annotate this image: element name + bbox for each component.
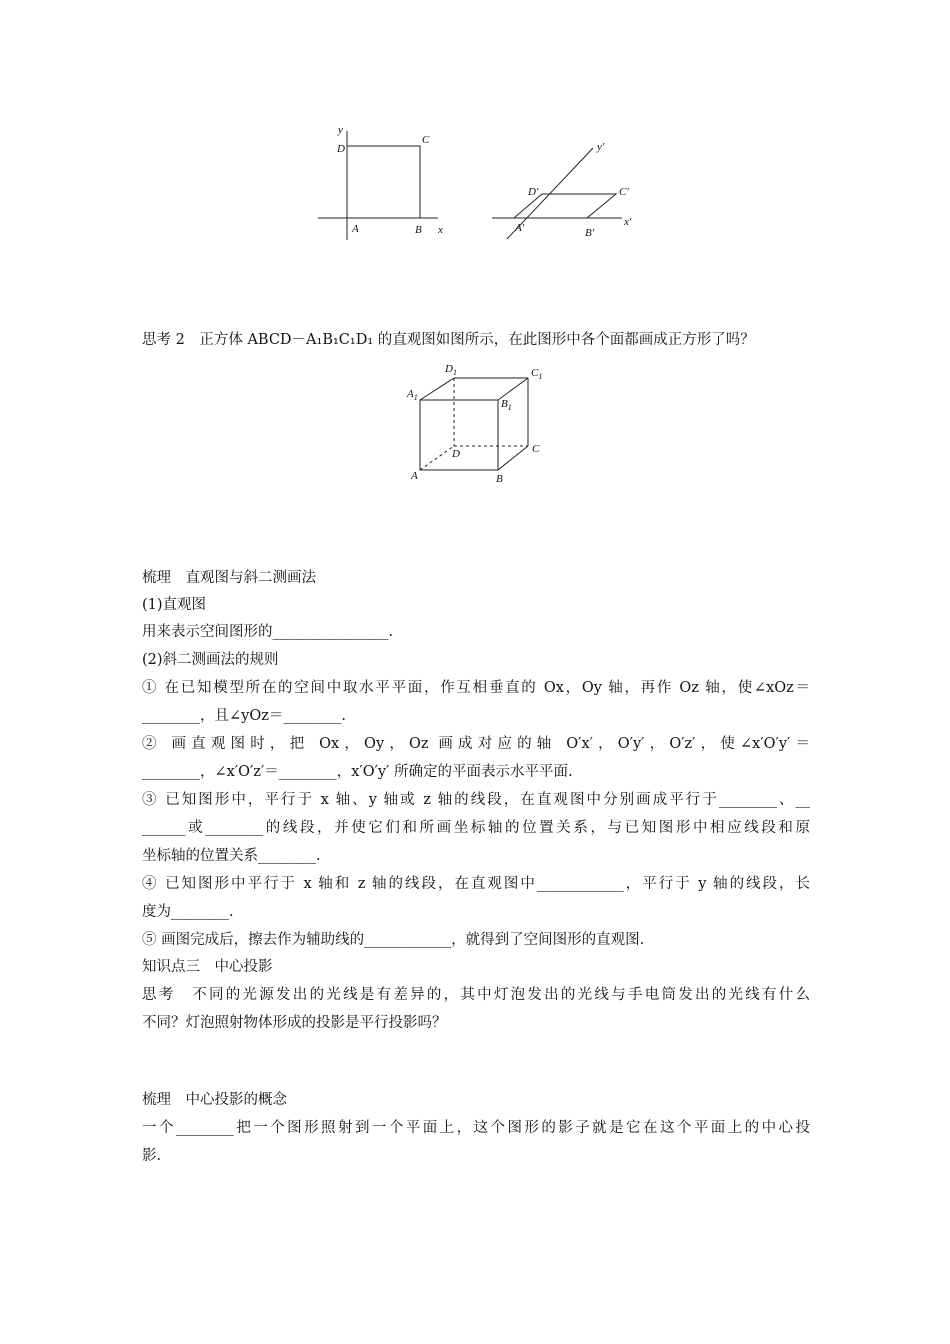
section1-heading: 梳理 直观图与斜二测画法: [142, 570, 316, 586]
cube-edge-a1d1: [420, 378, 454, 400]
rule3-line3: 坐标轴的位置关系________.: [142, 848, 321, 864]
cube-label-d: D: [452, 448, 460, 460]
cube-label-d1: $D_1$: [445, 363, 457, 377]
cube-label-a: A: [411, 470, 418, 482]
section2-text-line1: 一个________把一个图形照射到一个平面上，这个图形的影子就是它在这个平面上的中心投: [142, 1120, 810, 1136]
left-square: [347, 146, 420, 218]
left-label-x: x: [438, 224, 443, 236]
left-label-a: A: [352, 223, 359, 235]
kp3-think-line2: 不同？灯泡照射物体形成的投影是平行投影吗？: [142, 1015, 447, 1031]
item1-title: (1)直观图: [142, 597, 207, 613]
left-label-c: C: [422, 134, 430, 146]
left-label-b: B: [415, 224, 422, 236]
figure-cube: [400, 360, 560, 490]
rule5: ⑤ 画图完成后，擦去作为辅助线的____________，就得到了空间图形的直观图.: [142, 932, 645, 948]
cube-hidden-ad: [420, 446, 454, 470]
cube-edge-b1c1: [498, 378, 528, 400]
left-label-d: D: [337, 143, 345, 155]
rule2-line1: ② 画直观图时，把 Ox，Oy，Oz 画成对应的轴 O′x′，O′y′，O′z′，使∠x′O′y′＝: [142, 736, 810, 752]
rule3-line1: ③ 已知图形中，平行于 x 轴、y 轴或 z 轴的线段，在直观图中分别画成平行于________、__: [142, 792, 810, 808]
figure-square-and-oblique: [300, 115, 660, 245]
right-label-x: x′: [624, 216, 632, 228]
rule4-line2: 度为________.: [142, 904, 234, 920]
rule1-line2: ________，且∠yOz＝________.: [142, 708, 346, 724]
cube-label-a1: $A_1$: [407, 388, 418, 402]
right-label-b: B′: [585, 227, 595, 239]
cube-label-b1: $B_1$: [501, 398, 512, 412]
rule4-line1: ④ 已知图形中平行于 x 轴和 z 轴的线段，在直观图中____________，平行于 y 轴的线段，长: [142, 876, 810, 892]
right-label-c: C′: [619, 186, 629, 198]
right-label-a: A′: [515, 222, 525, 234]
left-label-y: y: [338, 124, 343, 136]
cube-label-c1: $C_1$: [531, 367, 543, 381]
item2-title: (2)斜二测画法的规则: [142, 652, 279, 668]
cube-edge-bc: [498, 446, 528, 470]
section2-heading: 梳理 中心投影的概念: [142, 1092, 287, 1108]
rule3-line2: ______或________的线段，并使它们和所画坐标轴的位置关系，与已知图形中相应线段和原: [142, 820, 810, 836]
cube-label-b: B: [496, 473, 503, 485]
section2-text-line2: 影.: [142, 1148, 162, 1164]
think2-text: 思考 2 正方体 ABCD－A₁B₁C₁D₁ 的直观图如图所示，在此图形中各个面都画成正方形了吗？: [142, 332, 755, 348]
item1-text: 用来表示空间图形的________________.: [142, 624, 394, 640]
right-label-y: y′: [597, 141, 605, 153]
kp3-think-line1: 思考 不同的光源发出的光线是有差异的，其中灯泡发出的光线与手电筒发出的光线有什么: [142, 987, 810, 1003]
cube-label-c: C: [532, 443, 540, 455]
rule2-line2: ________，∠x′O′z′＝________，x′O′y′ 所确定的平面表示水平平面.: [142, 764, 573, 780]
rule1-line1: ① 在已知模型所在的空间中取水平平面，作互相垂直的 Ox，Oy 轴，再作 Oz 轴，使∠xOz＝: [142, 680, 810, 696]
right-label-d: D′: [528, 186, 539, 198]
kp3-title: 知识点三 中心投影: [142, 959, 273, 975]
